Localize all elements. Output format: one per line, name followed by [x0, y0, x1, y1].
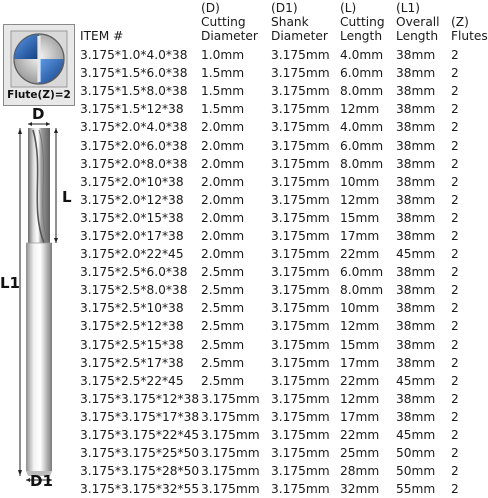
cell-cutting-diameter: 2.0mm [201, 192, 245, 207]
cell-shank-diameter: 3.175mm [271, 210, 330, 225]
cell-flutes: 2 [451, 301, 459, 316]
cell-shank-diameter: 3.175mm [271, 337, 330, 352]
cell-overall-length: 38mm [396, 265, 436, 280]
cell-item: 3.175*1.5*8.0*38 [80, 84, 188, 99]
cell-item: 3.175*1.5*6.0*38 [80, 66, 188, 81]
cell-flutes: 2 [451, 409, 459, 424]
cell-cutting-length: 6.0mm [340, 265, 384, 280]
cell-cutting-diameter: 3.175mm [201, 482, 260, 497]
cell-shank-diameter: 3.175mm [271, 228, 330, 243]
cell-item: 3.175*2.0*6.0*38 [80, 138, 188, 153]
header-cutting-diameter-label: Cutting Diameter [201, 15, 258, 43]
table-row [80, 354, 483, 372]
table-row [80, 155, 483, 173]
cell-flutes: 2 [451, 482, 459, 497]
table-row [80, 136, 483, 154]
cell-shank-diameter: 3.175mm [271, 84, 330, 99]
table-row [80, 191, 483, 209]
cell-overall-length: 38mm [396, 84, 436, 99]
cell-flutes: 2 [451, 192, 459, 207]
cell-cutting-diameter: 2.5mm [201, 319, 245, 334]
cell-overall-length: 38mm [396, 355, 436, 370]
cell-cutting-length: 8.0mm [340, 84, 384, 99]
cell-shank-diameter: 3.175mm [271, 247, 330, 262]
cell-shank-diameter: 3.175mm [271, 102, 330, 117]
header-overall-length-code: (L1) [396, 1, 421, 15]
cell-shank-diameter: 3.175mm [271, 66, 330, 81]
header-shank-diameter [271, 0, 340, 46]
cell-flutes: 2 [451, 174, 459, 189]
header-shank-diameter-code: (D1) [271, 1, 298, 15]
cell-flutes: 2 [451, 48, 459, 63]
table-row [80, 100, 483, 118]
cell-overall-length: 50mm [396, 446, 436, 461]
cell-overall-length: 38mm [396, 66, 436, 81]
cell-overall-length: 45mm [396, 428, 436, 443]
cell-item: 3.175*2.5*10*38 [80, 301, 184, 316]
cell-shank-diameter: 3.175mm [271, 283, 330, 298]
cell-cutting-diameter: 3.175mm [201, 391, 260, 406]
cell-shank-diameter: 3.175mm [271, 428, 330, 443]
cell-shank-diameter: 3.175mm [271, 174, 330, 189]
cell-item: 3.175*1.5*12*38 [80, 102, 184, 117]
cell-cutting-diameter: 3.175mm [201, 464, 260, 479]
cell-overall-length: 38mm [396, 102, 436, 117]
cell-flutes: 2 [451, 156, 459, 171]
cell-item: 3.175*2.5*6.0*38 [80, 265, 188, 280]
cell-cutting-diameter: 2.0mm [201, 247, 245, 262]
table-row [80, 372, 483, 390]
cell-cutting-length: 28mm [340, 464, 380, 479]
table-row [80, 299, 483, 317]
cell-cutting-length: 8.0mm [340, 156, 384, 171]
cell-flutes: 2 [451, 247, 459, 262]
cell-cutting-length: 12mm [340, 319, 380, 334]
cell-overall-length: 38mm [396, 409, 436, 424]
cell-cutting-length: 10mm [340, 174, 380, 189]
table-row [80, 173, 483, 191]
cell-overall-length: 38mm [396, 391, 436, 406]
cell-cutting-length: 12mm [340, 192, 380, 207]
table-row [80, 462, 483, 480]
cell-shank-diameter: 3.175mm [271, 355, 330, 370]
table-row [80, 46, 483, 64]
table-row [80, 426, 483, 444]
table-row [80, 336, 483, 354]
cell-shank-diameter: 3.175mm [271, 301, 330, 316]
cell-item: 3.175*2.5*15*38 [80, 337, 184, 352]
cell-overall-length: 38mm [396, 228, 436, 243]
table-row [80, 480, 483, 498]
header-shank-diameter-label: Shank Diameter [271, 15, 328, 43]
cell-overall-length: 55mm [396, 482, 436, 497]
cell-overall-length: 38mm [396, 156, 436, 171]
header-item [80, 0, 201, 46]
cell-cutting-length: 15mm [340, 337, 380, 352]
cell-flutes: 2 [451, 84, 459, 99]
dimension-d1-label: D1 [30, 472, 53, 490]
cell-cutting-length: 6.0mm [340, 138, 384, 153]
cell-cutting-length: 17mm [340, 228, 380, 243]
cell-shank-diameter: 3.175mm [271, 319, 330, 334]
cell-cutting-length: 22mm [340, 247, 380, 262]
cell-item: 3.175*2.5*12*38 [80, 319, 184, 334]
cell-item: 3.175*3.175*17*38 [80, 409, 200, 424]
table-row [80, 227, 483, 245]
cell-overall-length: 45mm [396, 247, 436, 262]
cell-cutting-diameter: 2.0mm [201, 120, 245, 135]
header-cutting-diameter-code: (D) [201, 1, 220, 15]
header-cutting-length-label: Cutting Length [340, 15, 385, 43]
cell-cutting-length: 12mm [340, 102, 380, 117]
cell-item: 3.175*3.175*22*45 [80, 428, 200, 443]
header-flutes-label: Flutes [451, 29, 488, 43]
cell-cutting-length: 17mm [340, 355, 380, 370]
cell-shank-diameter: 3.175mm [271, 120, 330, 135]
cell-flutes: 2 [451, 120, 459, 135]
cell-flutes: 2 [451, 102, 459, 117]
cell-cutting-length: 4.0mm [340, 120, 384, 135]
cell-overall-length: 38mm [396, 138, 436, 153]
table-row [80, 281, 483, 299]
cell-flutes: 2 [451, 210, 459, 225]
cell-cutting-diameter: 2.0mm [201, 138, 245, 153]
cell-cutting-diameter: 3.175mm [201, 446, 260, 461]
cell-overall-length: 38mm [396, 283, 436, 298]
cell-overall-length: 45mm [396, 373, 436, 388]
cell-overall-length: 38mm [396, 120, 436, 135]
dimension-l-label: L [62, 188, 72, 206]
cell-flutes: 2 [451, 446, 459, 461]
cell-item: 3.175*2.0*12*38 [80, 192, 184, 207]
cell-overall-length: 38mm [396, 48, 436, 63]
cell-shank-diameter: 3.175mm [271, 138, 330, 153]
cell-item: 3.175*3.175*28*50 [80, 464, 200, 479]
bit-diagram [0, 105, 80, 490]
cell-cutting-length: 4.0mm [340, 48, 384, 63]
table-row [80, 390, 483, 408]
cell-item: 3.175*2.5*22*45 [80, 373, 184, 388]
cell-item: 3.175*2.5*17*38 [80, 355, 184, 370]
cell-overall-length: 38mm [396, 337, 436, 352]
cell-shank-diameter: 3.175mm [271, 48, 330, 63]
cell-flutes: 2 [451, 283, 459, 298]
dimension-l1-label: L1 [0, 274, 20, 292]
cell-cutting-length: 22mm [340, 428, 380, 443]
cell-overall-length: 50mm [396, 464, 436, 479]
header-flutes-code: (Z) [451, 15, 469, 29]
flute-count-label: Flute(Z)=2 [7, 89, 71, 101]
cell-cutting-diameter: 2.0mm [201, 210, 245, 225]
cell-item: 3.175*2.0*8.0*38 [80, 156, 188, 171]
cell-cutting-diameter: 2.5mm [201, 355, 245, 370]
cell-cutting-length: 12mm [340, 391, 380, 406]
cell-shank-diameter: 3.175mm [271, 446, 330, 461]
cell-flutes: 2 [451, 355, 459, 370]
cell-cutting-length: 10mm [340, 301, 380, 316]
table-row [80, 263, 483, 281]
table-row [80, 317, 483, 335]
spec-table-header [80, 0, 488, 46]
cell-shank-diameter: 3.175mm [271, 464, 330, 479]
header-row [80, 0, 483, 46]
cell-item: 3.175*3.175*25*50 [80, 446, 200, 461]
cell-flutes: 2 [451, 337, 459, 352]
cell-item: 3.175*3.175*12*38 [80, 391, 200, 406]
cell-item: 3.175*1.0*4.0*38 [80, 48, 188, 63]
cell-cutting-length: 22mm [340, 373, 380, 388]
table-row [80, 118, 483, 136]
header-cutting-length [340, 0, 396, 46]
cell-item: 3.175*3.175*32*55 [80, 482, 200, 497]
flute-cross-section-icon [10, 30, 68, 88]
cell-shank-diameter: 3.175mm [271, 373, 330, 388]
cell-cutting-diameter: 1.5mm [201, 66, 245, 81]
spec-table-body [80, 46, 483, 498]
cell-cutting-diameter: 2.5mm [201, 265, 245, 280]
cell-flutes: 2 [451, 391, 459, 406]
cell-flutes: 2 [451, 373, 459, 388]
table-row [80, 64, 483, 82]
cell-flutes: 2 [451, 319, 459, 334]
cell-cutting-length: 8.0mm [340, 283, 384, 298]
table-row [80, 209, 483, 227]
cell-cutting-length: 25mm [340, 446, 380, 461]
cell-item: 3.175*2.0*4.0*38 [80, 120, 188, 135]
cell-cutting-diameter: 2.0mm [201, 228, 245, 243]
cell-overall-length: 38mm [396, 192, 436, 207]
cell-item: 3.175*2.0*15*38 [80, 210, 184, 225]
cell-flutes: 2 [451, 138, 459, 153]
cell-item: 3.175*2.0*17*38 [80, 228, 184, 243]
cell-flutes: 2 [451, 265, 459, 280]
header-item-label: ITEM # [80, 29, 124, 43]
cell-item: 3.175*2.5*8.0*38 [80, 283, 188, 298]
cell-cutting-diameter: 1.5mm [201, 102, 245, 117]
cell-flutes: 2 [451, 464, 459, 479]
cell-flutes: 2 [451, 428, 459, 443]
header-overall-length [396, 0, 451, 46]
cell-flutes: 2 [451, 66, 459, 81]
cell-shank-diameter: 3.175mm [271, 409, 330, 424]
dimension-d-label: D [32, 105, 45, 123]
cell-cutting-diameter: 2.5mm [201, 283, 245, 298]
cell-shank-diameter: 3.175mm [271, 265, 330, 280]
cell-item: 3.175*2.0*10*38 [80, 174, 184, 189]
header-cutting-diameter [201, 0, 271, 46]
cell-cutting-diameter: 2.5mm [201, 301, 245, 316]
spec-table [80, 0, 488, 498]
cell-overall-length: 38mm [396, 174, 436, 189]
cell-cutting-diameter: 3.175mm [201, 409, 260, 424]
cell-cutting-diameter: 2.0mm [201, 156, 245, 171]
cell-flutes: 2 [451, 228, 459, 243]
cell-overall-length: 38mm [396, 301, 436, 316]
cell-cutting-diameter: 2.5mm [201, 337, 245, 352]
table-row [80, 82, 483, 100]
cell-overall-length: 38mm [396, 319, 436, 334]
cell-cutting-diameter: 1.0mm [201, 48, 245, 63]
cell-cutting-length: 6.0mm [340, 66, 384, 81]
flute-badge [3, 24, 75, 106]
cell-cutting-length: 32mm [340, 482, 380, 497]
cell-shank-diameter: 3.175mm [271, 156, 330, 171]
header-flutes [451, 0, 488, 46]
cell-shank-diameter: 3.175mm [271, 192, 330, 207]
header-cutting-length-code: (L) [340, 1, 357, 15]
cell-cutting-diameter: 1.5mm [201, 84, 245, 99]
cell-shank-diameter: 3.175mm [271, 482, 330, 497]
cell-item: 3.175*2.0*22*45 [80, 247, 184, 262]
table-row [80, 408, 483, 426]
cell-cutting-length: 17mm [340, 409, 380, 424]
cell-cutting-length: 15mm [340, 210, 380, 225]
cell-cutting-diameter: 2.0mm [201, 174, 245, 189]
end-mill-bit-icon [0, 108, 80, 488]
cell-shank-diameter: 3.175mm [271, 391, 330, 406]
header-overall-length-label: Overall Length [396, 15, 440, 43]
cell-cutting-diameter: 2.5mm [201, 373, 245, 388]
cell-overall-length: 38mm [396, 210, 436, 225]
table-row [80, 444, 483, 462]
cell-cutting-diameter: 3.175mm [201, 428, 260, 443]
table-row [80, 245, 483, 263]
